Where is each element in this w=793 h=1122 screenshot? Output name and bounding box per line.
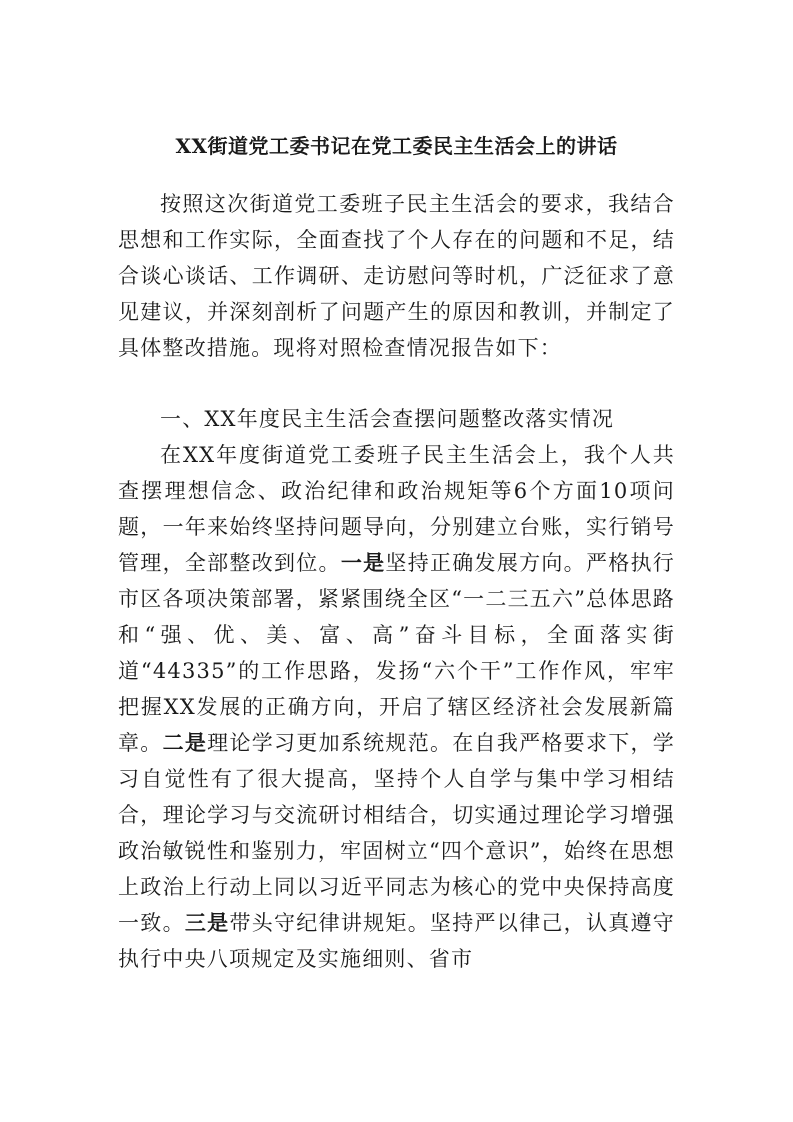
section-paragraph (118, 437, 675, 977)
document-title: XX街道党工委书记在党工委民主生活会上的讲话 (175, 134, 618, 158)
point-three-text: 带头守纪律讲规矩。坚持严以律己，认真遵守执行中央八项规定及实施细则、省市 (118, 911, 676, 971)
point-one-label: 一是 (340, 550, 386, 575)
point-two-label: 二是 (162, 730, 208, 755)
intro-paragraph: 按照这次街道党工委班子民主生活会的要求，我结合思想和工作实际，全面查找了个人存在的问题和不足，结合谈心谈话、工作调研、走访慰问等时机，广泛征求了意见建议，并深刻剖析了问题产生的原因和教训，并制定了具体整改措施。现将对照检查情况报告如下： (118, 192, 675, 360)
point-one-text: 坚持正确发展方向。严格执行市区各项决策部署，紧紧围绕全区“一二三五六”总体思路和“强、优、美、富、高”奋斗目标，全面落实街道“44335”的工作思路，发扬“六个干”工作作风，牢牢把握XX发展的正确方向，开启了辖区经济社会发展新篇章。 (118, 551, 675, 755)
point-three-label: 三是 (184, 910, 230, 935)
paragraph-intro-text: 在XX年度街道党工委班子民主生活会上，我个人共查摆理想信念、政治纪律和政治规矩等6个方面10项问题，一年来始终坚持问题导向，分别建立台账，实行销号管理，全部整改到位。 (118, 443, 675, 575)
section-heading: 一、XX年度民主生活会查摆问题整改落实情况 (160, 407, 615, 431)
point-two-text: 理论学习更加系统规范。在自我严格要求下，学习自觉性有了很大提高，坚持个人自学与集中学习相结合，理论学习与交流研讨相结合，切实通过理论学习增强政治敏锐性和鉴别力，牢固树立“四个意识”，始终在思想上政治上行动上同以习近平同志为核心的党中央保持高度一致。 (118, 731, 676, 935)
